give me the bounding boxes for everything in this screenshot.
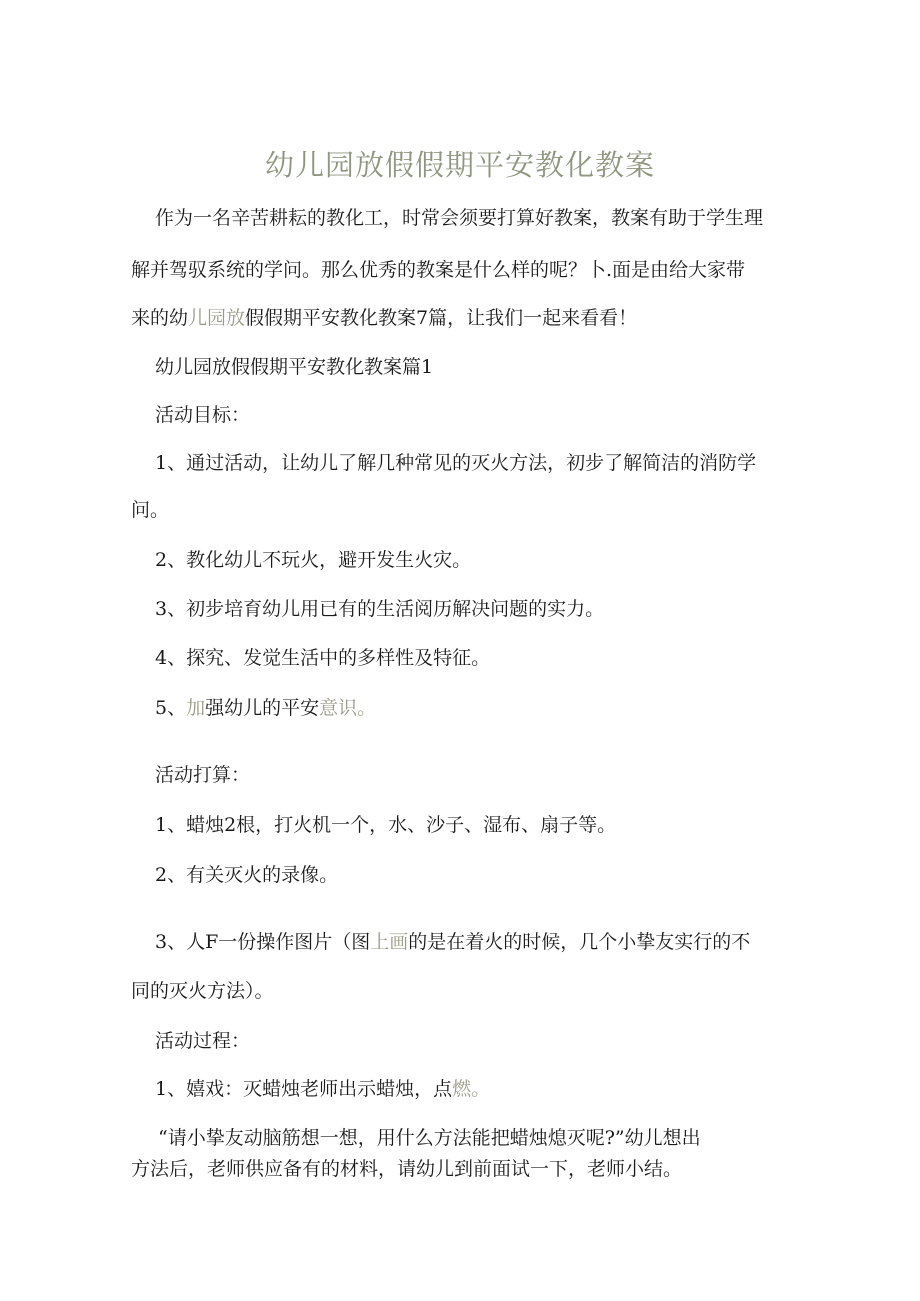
goal-item-5-part-c: 强幼儿的平安 — [205, 697, 320, 719]
goals-heading: 活动目标： — [155, 404, 251, 426]
process-quote-line-1: “请小挚友动脑筋想一想，用什么方法能把蜡烛熄灭呢?”幼儿想出 — [158, 1127, 701, 1149]
goal-item-5 — [155, 697, 376, 720]
goal-item-5-part-d: 意识。 — [319, 697, 377, 719]
intro-line-3-part-b: 儿园放 — [188, 307, 246, 329]
prep-item-2: 2、有关灭火的录像。 — [155, 864, 339, 886]
goal-item-1-line-2: 问。 — [131, 499, 170, 521]
prep-item-3-part-a: 3、人F一份操作图片（图 — [155, 931, 371, 953]
process-item-1-part-a: 1、嬉戏：灭蜡烛老师出示蜡烛，点 — [155, 1078, 453, 1100]
prep-item-3-line-1 — [155, 931, 750, 954]
goal-item-1-line-1: 1、通过活动，让幼儿了解几种常见的灭火方法，初步了解简洁的消防学 — [155, 452, 757, 474]
goal-item-4: 4、探究、发觉生活中的多样性及特征。 — [155, 647, 491, 669]
prep-heading: 活动打算： — [155, 764, 251, 786]
goal-item-5-number: 5、 — [155, 697, 187, 719]
process-item-1-part-b: 燃。 — [452, 1078, 491, 1100]
goal-item-3: 3、初步培育幼儿用已有的生活阅历解决问题的实力。 — [155, 598, 605, 620]
process-quote-line-2: 方法后，老师供应备有的材料，请幼儿到前面试一下，老师小结。 — [131, 1158, 683, 1180]
prep-item-1: 1、蜡烛2根，打火机一个，水、沙子、湿布、扇子等。 — [155, 814, 617, 836]
process-heading: 活动过程： — [155, 1030, 251, 1052]
goal-item-2: 2、教化幼儿不玩火，避开发生火灾。 — [155, 549, 472, 571]
intro-line-2: 解并驾驭系统的学问。那么优秀的教案是什么样的呢？卜.面是由给大家带 — [131, 259, 746, 281]
prep-item-3-part-b: 上画 — [370, 931, 409, 953]
prep-item-3-line-2: 同的灭火方法）。 — [131, 980, 274, 1002]
prep-item-3-part-c: 的是在着火的时候，几个小挚友实行的不 — [408, 931, 751, 953]
process-item-1 — [155, 1078, 490, 1101]
intro-line-3 — [131, 307, 637, 330]
section-heading: 幼儿园放假假期平安教化教案篇1 — [155, 356, 434, 378]
intro-line-3-part-a: 来的幼 — [131, 307, 189, 329]
document-title: 幼儿园放假假期平安教化教案 — [264, 148, 655, 182]
intro-line-3-part-c: 假假期平安教化教案7篇，让我们一起来看看！ — [245, 307, 638, 329]
intro-line-1: 作为一名辛苦耕耘的教化工，时常会须要打算好教案，教案有助于学生理 — [155, 207, 764, 229]
goal-item-5-part-b: 加 — [186, 697, 206, 719]
